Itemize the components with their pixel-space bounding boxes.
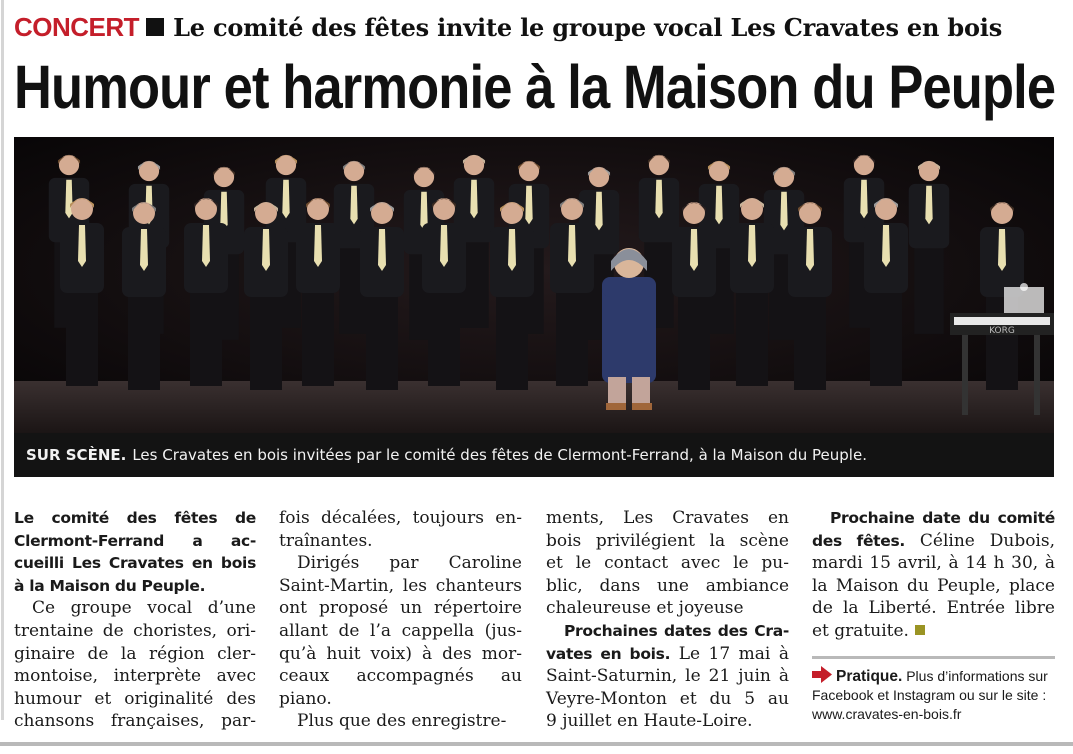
body-line: Veyre-Monton et du 5 au (546, 688, 789, 709)
singer (788, 202, 832, 390)
body-line: Le 17 mai à (678, 643, 789, 664)
committee-lead-mixed-line (812, 530, 1055, 553)
lead-line: cueilli Les Cravates en bois (14, 554, 256, 573)
keyboard-brand-label: KORG (989, 326, 1015, 336)
body-line: ginaire de la région cler- (14, 643, 256, 664)
end-of-article-icon (915, 625, 925, 635)
arrow-right-icon (812, 666, 832, 683)
singer (60, 198, 104, 386)
black-square-icon (146, 18, 164, 36)
body-line: mardi 15 avril, à 14 h 30, à (812, 553, 1055, 574)
body-line-end (812, 620, 1055, 643)
body-line: de la Liberté. Entrée libre (812, 598, 1055, 619)
caption-lead: SUR SCÈNE. (26, 446, 127, 464)
singer (909, 161, 949, 334)
body-line: Dirigés par Caroline (297, 553, 522, 574)
dates-lead-line: vates en bois. (546, 644, 671, 663)
body-paragraph (14, 597, 256, 733)
body-line: ceaux accompagnés au (279, 666, 522, 687)
body-line: Ce groupe vocal d’une (32, 598, 256, 619)
body-line: 9 juillet en Haute-Loire. (546, 711, 753, 732)
body-line: fois décalées, toujours en- (279, 508, 522, 528)
pratique-first-line (812, 666, 1057, 686)
body-line: trentaine de choristes, ori- (14, 620, 256, 641)
body-line: Céline Dubois, (919, 530, 1056, 551)
pratique-box (812, 666, 1057, 724)
caption-text: Les Cravates en bois invitées par le comité des fêtes de Clermont-Ferrand, à la Maison du Peuple. (132, 446, 867, 464)
pratique-text: Facebook et Instagram ou sur le site : (812, 687, 1047, 703)
singer (672, 202, 716, 390)
singer (360, 202, 404, 390)
choir-photo-illustration (14, 137, 1054, 433)
body-line: ments, Les Cravates en (546, 508, 789, 528)
pratique-lead: Pratique. (836, 668, 903, 685)
body-line: chansons françaises, par- (14, 711, 256, 732)
choir-photo (14, 137, 1054, 433)
singer (244, 202, 288, 390)
article-column-1 (14, 507, 256, 733)
body-line: et le contact avec le pu- (546, 553, 789, 574)
body-line: ont proposé un répertoire (279, 598, 522, 619)
pratique-rule (812, 656, 1055, 659)
body-line: allant de l’a cappella (jus- (279, 620, 522, 641)
committee-lead-line: des fêtes. (812, 531, 906, 550)
body-line: chaleureuse et joyeuse (546, 598, 744, 619)
body-line: Plus que des enregistre- (297, 711, 507, 732)
dates-lead-line: Prochaines dates des Cra- (564, 621, 789, 640)
pratique-text: Plus d’informations sur (906, 668, 1048, 684)
dates-lead-mixed-line (546, 643, 789, 666)
kicker-subtitle: Le comité des fêtes invite le groupe vocal Les Cravates en bois (173, 12, 1003, 42)
left-margin-rule (1, 0, 4, 720)
body-line: qu’à huit voix) à des mor- (279, 643, 522, 664)
singer (550, 198, 594, 386)
rubric-label: CONCERT (14, 11, 140, 42)
kicker (14, 12, 1002, 42)
website-link[interactable]: www.cravates-en-bois.fr (812, 706, 962, 722)
headline: Humour et harmonie à la Maison du Peuple (14, 53, 1056, 121)
body-line: traînantes. (279, 530, 373, 551)
body-line: humour et originalité des (14, 688, 256, 709)
body-line: blic, dans une ambiance (546, 575, 789, 596)
article-lead (14, 507, 256, 597)
body-line: bois privilégient la scène (546, 530, 789, 551)
body-line: piano. (279, 688, 332, 709)
committee-lead-line: Prochaine date du comité (830, 509, 1055, 527)
lead-line: Le comité des fêtes de (14, 509, 256, 527)
lead-line: à la Maison du Peuple. (14, 576, 206, 595)
bottom-rule (0, 742, 1073, 746)
singer (864, 198, 908, 386)
body-line: Saint-Saturnin, le 21 juin à (546, 666, 789, 687)
singer (490, 202, 534, 390)
singer (296, 198, 340, 386)
singer (184, 198, 228, 386)
article-column-3 (546, 507, 789, 733)
body-line: la Maison du Peuple, place (812, 575, 1055, 596)
article-column-2 (279, 507, 522, 733)
article-column-4 (812, 507, 1055, 643)
singer (122, 202, 166, 390)
body-line: Saint-Martin, les chanteurs (279, 575, 522, 596)
lead-line: Clermont-Ferrand a ac- (14, 531, 256, 550)
singer (730, 198, 774, 386)
body-line: et gratuite. (812, 620, 909, 641)
body-line: montoise, interprète avec (14, 666, 256, 687)
singer (422, 198, 466, 386)
photo-caption (14, 433, 1054, 477)
